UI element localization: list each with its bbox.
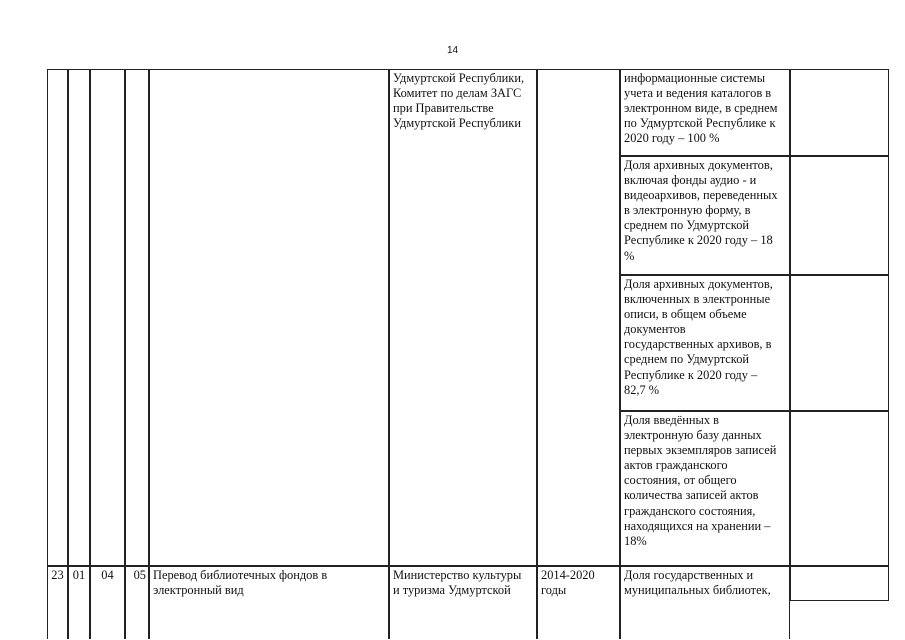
cell-code-1-continued (47, 69, 68, 566)
cell-code-4-continued (125, 69, 149, 566)
cell-period-continued (537, 69, 620, 566)
cell-name: Перевод библиотечных фондов в электронный вид (149, 566, 389, 639)
cell-code-2: 01 (68, 566, 90, 639)
cell-code-3: 04 (90, 566, 125, 639)
cell-value (790, 566, 889, 601)
cell-period: 2014-2020 годы (537, 566, 620, 639)
page-number: 14 (446, 45, 459, 56)
cell-responsible-continued: Удмуртской Республики, Комитет по делам ЗАГС при Правительстве Удмуртской Республики (389, 69, 537, 566)
cell-indicator-4: Доля введённых в электронную базу данных первых экземпляров записей актов гражданского состояния, от общего количества записей актов гражданского состояния, находящихся на хранении – 18% (620, 411, 790, 566)
cell-indicator: Доля государственных и муниципальных библиотек, (620, 566, 790, 639)
cell-value-1 (790, 69, 889, 156)
cell-code-1: 23 (47, 566, 68, 639)
cell-indicator-3: Доля архивных документов, включенных в электронные описи, в общем объеме документов государственных архивов, в среднем по Удмуртской Республике к 2020 году – 82,7 % (620, 275, 790, 411)
cell-code-4: 05 (125, 566, 149, 639)
cell-indicator-1: информационные системы учета и ведения каталогов в электронном виде, в среднем по Удмуртской Республике к 2020 году – 100 % (620, 69, 790, 156)
cell-responsible: Министерство культуры и туризма Удмуртской (389, 566, 537, 639)
cell-code-3-continued (90, 69, 125, 566)
cell-value-2 (790, 156, 889, 275)
cell-value-3 (790, 275, 889, 411)
cell-value-4 (790, 411, 889, 566)
cell-name-continued (149, 69, 389, 566)
cell-code-2-continued (68, 69, 90, 566)
cell-indicator-2: Доля архивных документов, включая фонды аудио - и видеоархивов, переведенных в электронную форму, в среднем по Удмуртской Республике к 2020 году – 18 % (620, 156, 790, 275)
